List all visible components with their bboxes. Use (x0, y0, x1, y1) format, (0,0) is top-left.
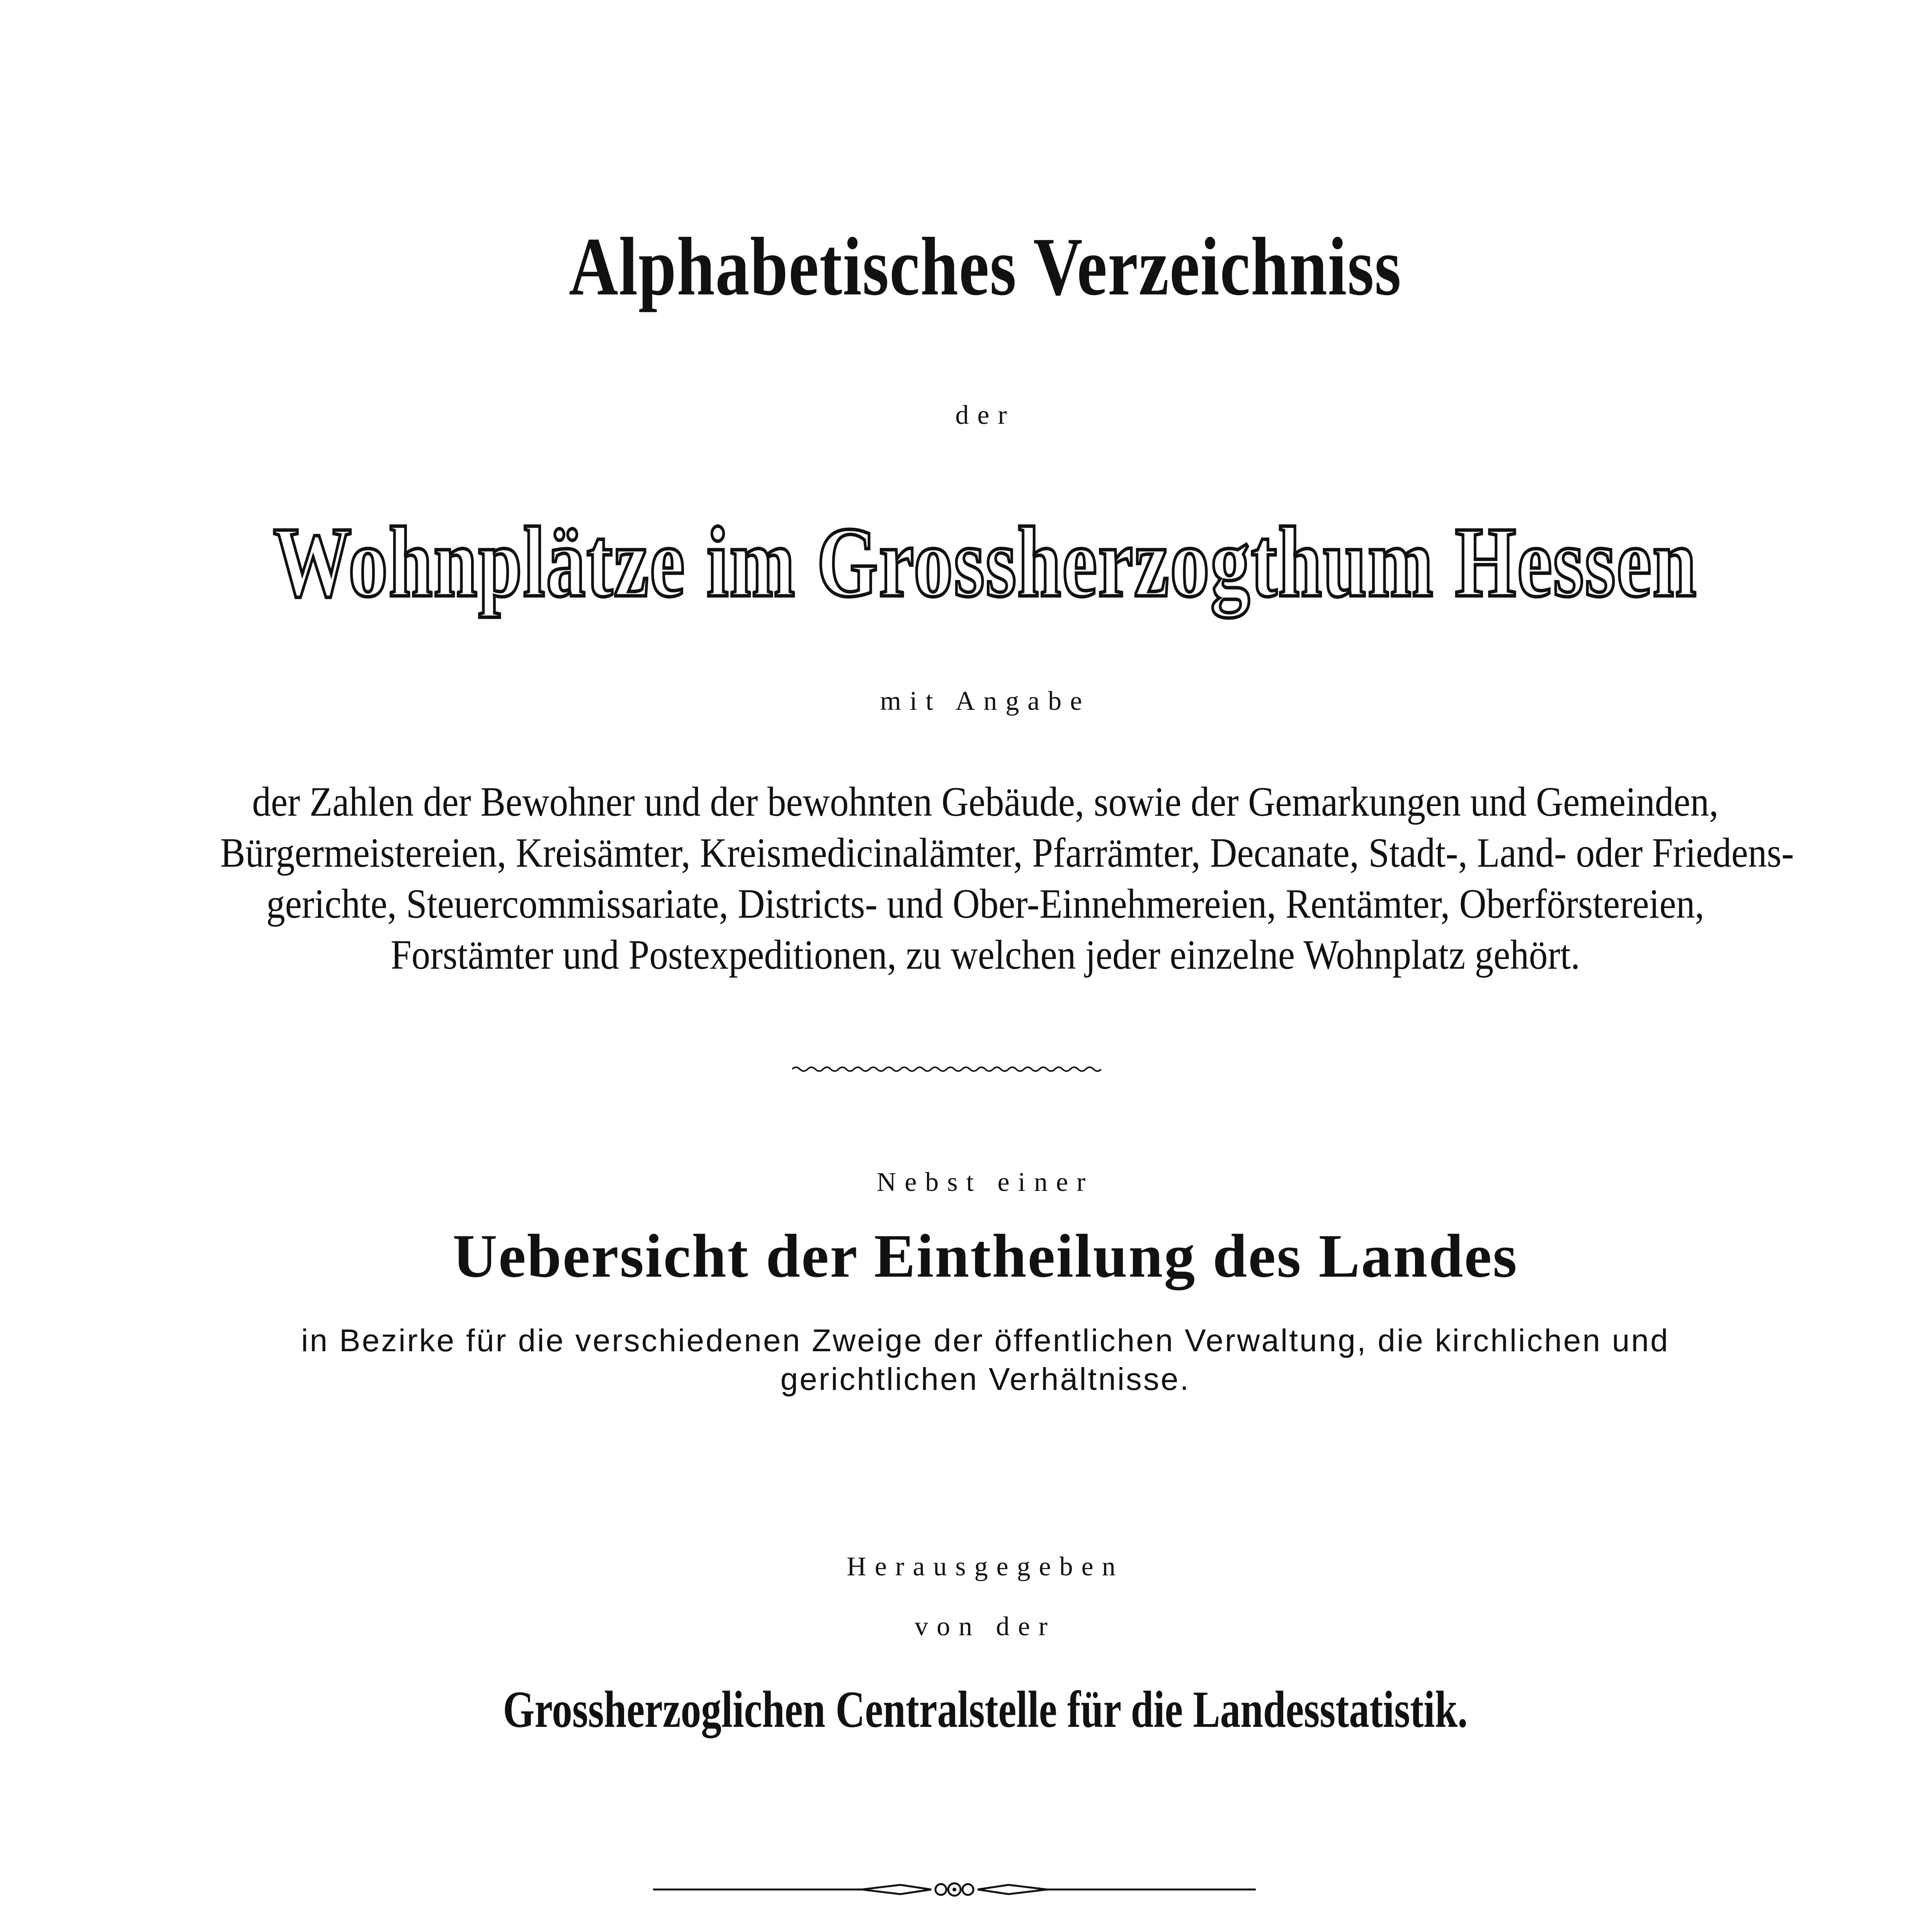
description-line: gerichte, Steuercommissariate, Districts- und Ober-Einnehmereien, Rentämter, Oberförstereien, (266, 881, 1704, 927)
herausgegeben: Herausgegeben (847, 1552, 1124, 1582)
description-line: der Zahlen der Bewohner und der bewohnten Gebäude, sowie der Gemarkungen und Gemeinden, (252, 779, 1719, 825)
description-line: Forstämter und Postexpeditionen, zu welchen jeder einzelne Wohnplatz gehört. (390, 932, 1580, 978)
uebersicht-line: in Bezirke für die verschiedenen Zweige der öffentlichen Verwaltung, die kirchlichen und (301, 1323, 1670, 1358)
ornament-divider (653, 1878, 1256, 1901)
mit-angabe: mit Angabe (880, 686, 1091, 716)
description-line: Bürgermeistereien, Kreisämter, Kreismedicinalämter, Pfarrämter, Decanate, Stadt-, Land- oder Friedens- (220, 830, 1794, 876)
description-paragraph (220, 777, 1794, 981)
connector-der: der (955, 400, 1015, 430)
uebersicht-description (155, 1321, 1816, 1399)
wavy-divider (792, 1065, 1101, 1074)
uebersicht-line: gerichtlichen Verhältnisse. (780, 1362, 1190, 1397)
nebst-einer: Nebst einer (876, 1167, 1094, 1197)
von-der: von der (915, 1612, 1056, 1641)
uebersicht-title: Uebersicht der Eintheilung des Landes (452, 1221, 1518, 1290)
main-title: Alphabetisches Verzeichniss (569, 220, 1402, 313)
publisher-body: Grossherzoglichen Centralstelle für die Landesstatistik. (503, 1681, 1468, 1738)
subject-title: Wohnplätze im Grossherzogthum Hessen (273, 507, 1697, 618)
